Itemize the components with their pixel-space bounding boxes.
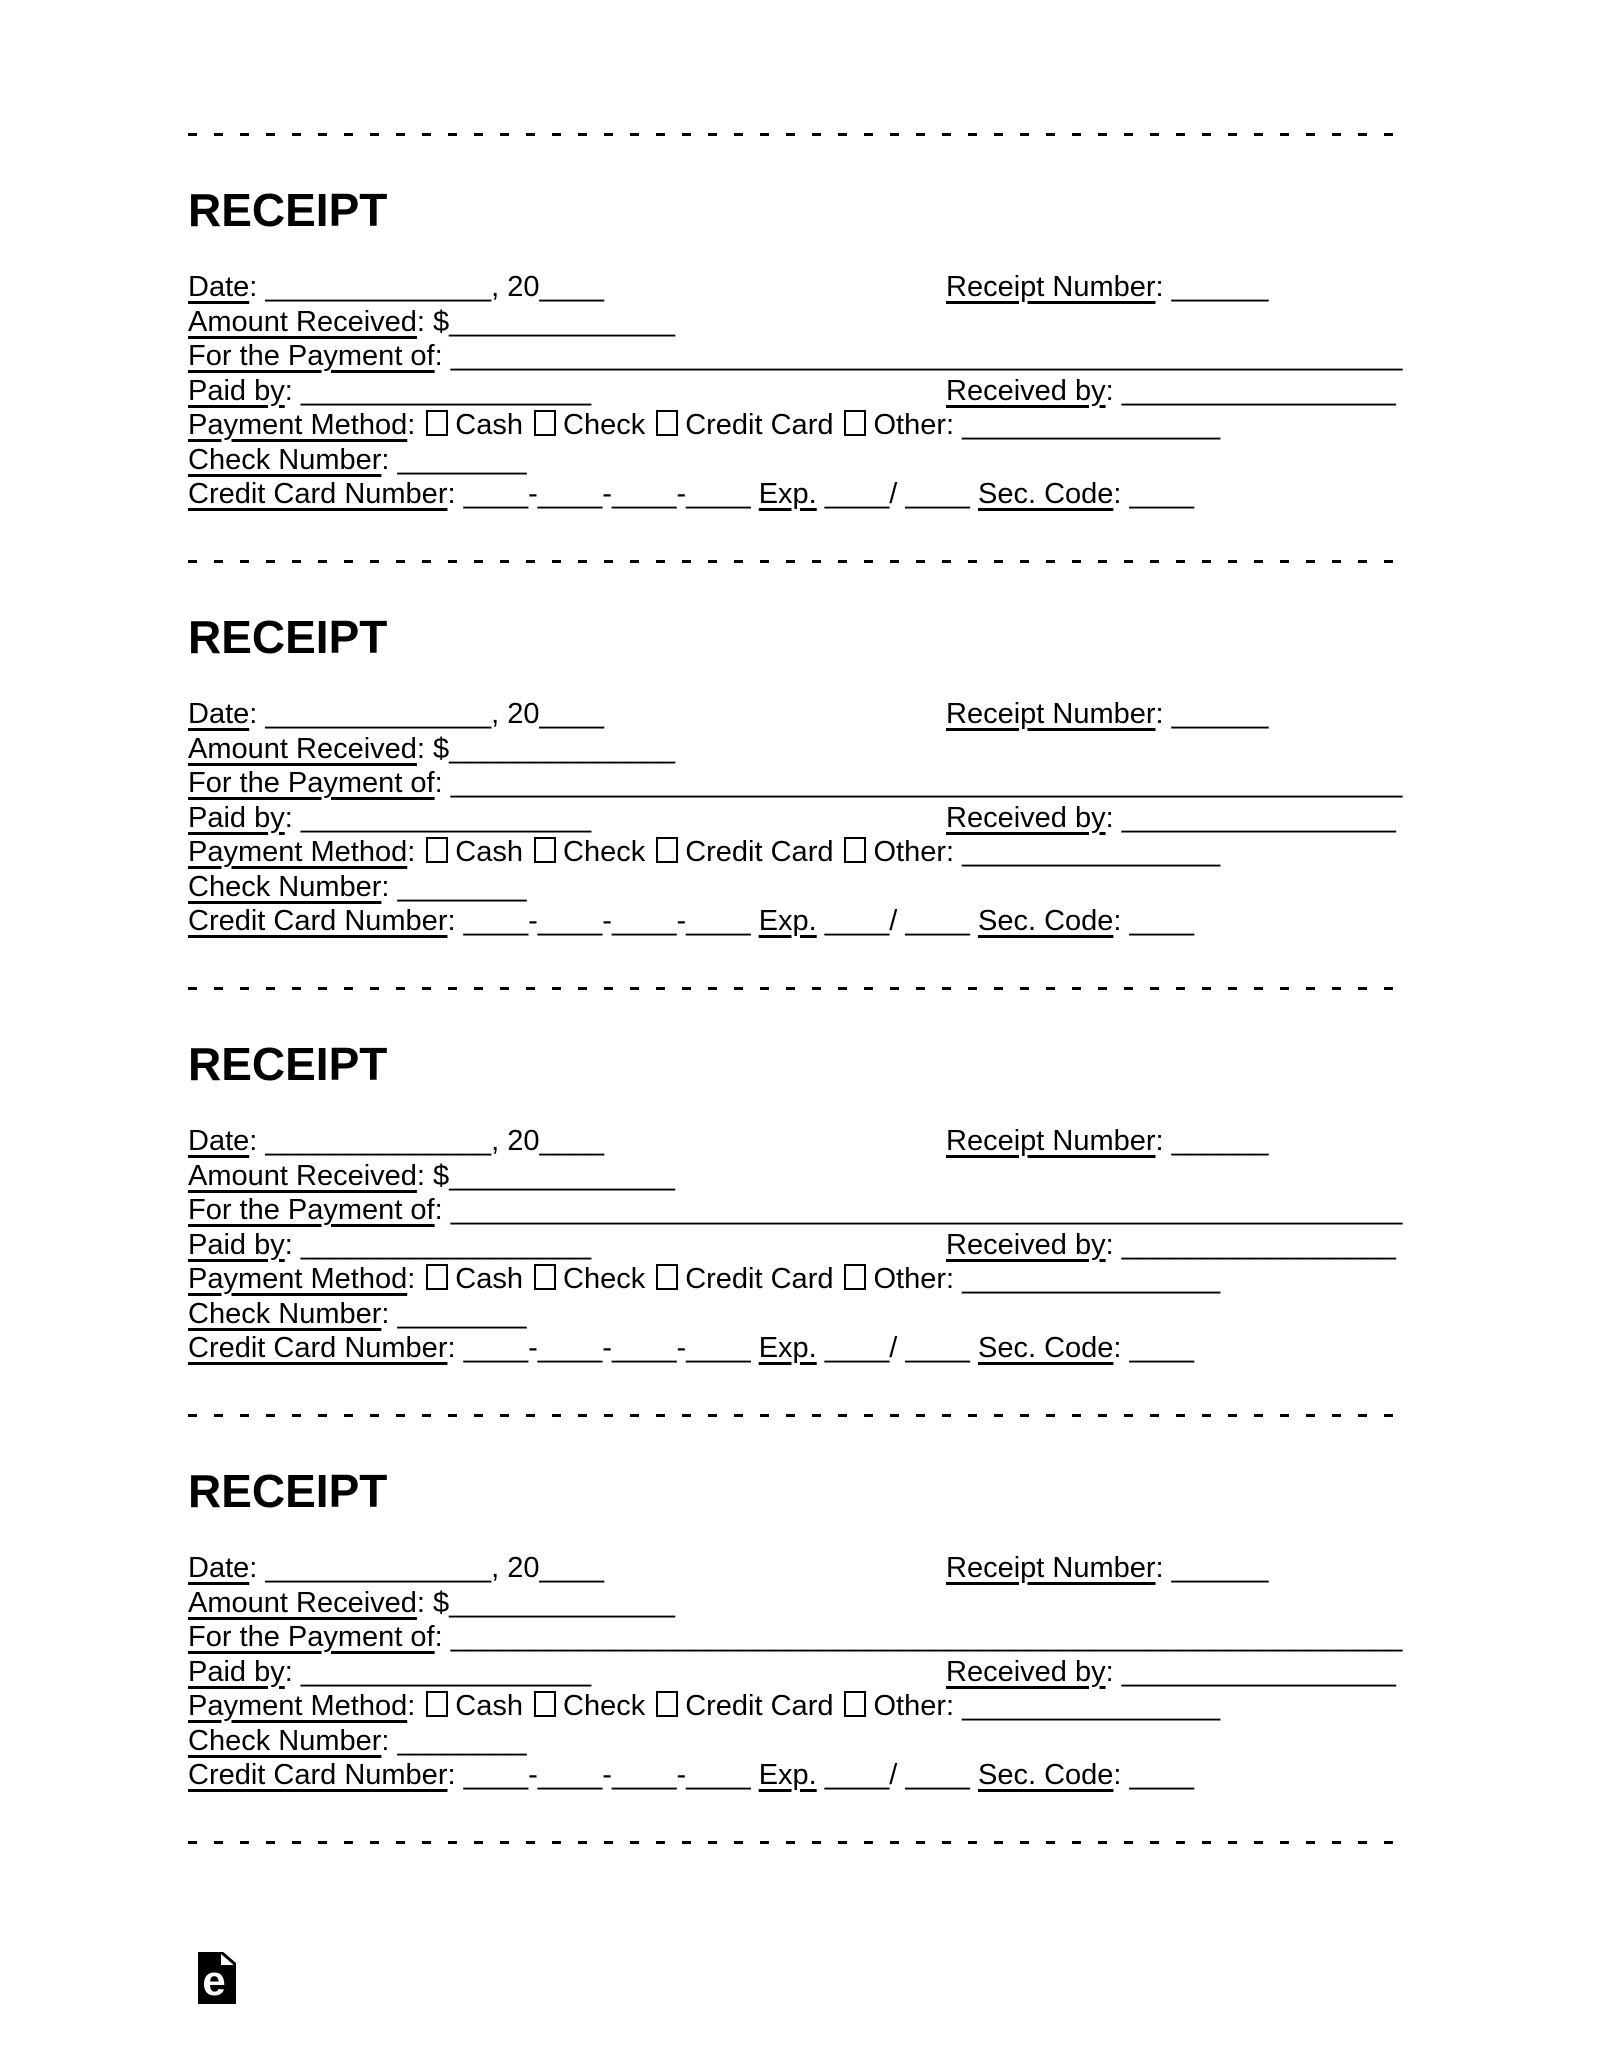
paid-by-blank: : __________________ — [284, 1228, 592, 1261]
check-number-blank: : ________ — [381, 1297, 527, 1330]
paid-by-row — [188, 374, 1400, 409]
credit-card-checkbox[interactable] — [656, 1264, 678, 1290]
date-blank: : ______________, 20____ — [249, 271, 605, 303]
exp-blank: ____/ ____ — [816, 478, 978, 510]
payment-method-row — [188, 408, 1400, 443]
for-payment-of-blank: : ___________________________________________________________ — [434, 1621, 1403, 1653]
other-checkbox[interactable] — [844, 410, 866, 436]
check-number-row — [188, 1297, 1400, 1332]
receipt-number-field — [946, 1551, 1268, 1586]
date-label: Date — [188, 271, 250, 303]
exp-blank: ____/ ____ — [816, 905, 978, 937]
credit-card-checkbox[interactable] — [656, 1691, 678, 1717]
check-number-label: Check Number — [188, 1297, 382, 1330]
date-blank: : ______________, 20____ — [249, 698, 605, 730]
received-by-label: Received by — [946, 1655, 1106, 1688]
date-label: Date — [188, 698, 250, 730]
credit-card-option-label: Credit Card — [685, 836, 834, 868]
cash-checkbox[interactable] — [426, 1691, 448, 1717]
receipt-title: RECEIPT — [188, 1038, 388, 1090]
amount-received-blank: : $______________ — [416, 305, 675, 338]
payment-method-row — [188, 1689, 1400, 1724]
credit-card-checkbox[interactable] — [656, 837, 678, 863]
check-number-blank: : ________ — [381, 443, 527, 476]
for-payment-of-label: For the Payment of — [188, 1194, 435, 1226]
received-by-blank: : _________________ — [1105, 801, 1396, 834]
other-option-blank: Other: ________________ — [873, 1690, 1221, 1722]
for-payment-of-row — [188, 1193, 1403, 1228]
eforms-logo — [198, 1952, 236, 2004]
credit-card-checkbox[interactable] — [656, 410, 678, 436]
check-number-label: Check Number — [188, 870, 382, 903]
credit-card-number-row — [188, 904, 1400, 939]
cash-checkbox[interactable] — [426, 1264, 448, 1290]
paid-by-blank: : __________________ — [284, 374, 592, 407]
received-by-blank: : _________________ — [1105, 374, 1396, 407]
payment-method-colon: : — [407, 1690, 416, 1722]
payment-method-row — [188, 1262, 1400, 1297]
receipt-block — [188, 988, 1403, 1415]
check-number-row — [188, 1724, 1400, 1759]
other-option-blank: Other: ________________ — [873, 836, 1221, 868]
sec-code-label: Sec. Code — [977, 1332, 1114, 1364]
receipt-title: RECEIPT — [188, 1465, 388, 1517]
for-payment-of-row — [188, 1620, 1403, 1655]
for-payment-of-label: For the Payment of — [188, 1621, 435, 1653]
payment-method-colon: : — [407, 836, 416, 868]
cash-option-label: Cash — [455, 1690, 523, 1722]
amount-received-row — [188, 305, 1400, 340]
received-by-label: Received by — [946, 1228, 1106, 1261]
credit-card-number-blank: : ____-____-____-____ — [447, 905, 759, 937]
check-checkbox[interactable] — [534, 410, 556, 436]
check-option-label: Check — [563, 1690, 646, 1722]
paid-by-label: Paid by — [188, 1228, 285, 1261]
receipt-number-blank: : ______ — [1155, 1125, 1269, 1157]
credit-card-number-label: Credit Card Number — [188, 1332, 448, 1364]
other-option-blank: Other: ________________ — [873, 409, 1221, 441]
receipt-fields — [188, 1551, 1403, 1793]
receipt-number-blank: : ______ — [1155, 1552, 1269, 1584]
other-checkbox[interactable] — [844, 1264, 866, 1290]
check-option-label: Check — [563, 836, 646, 868]
receipt-number-label: Receipt Number — [946, 1552, 1156, 1584]
payment-method-label: Payment Method — [188, 1690, 408, 1722]
exp-blank: ____/ ____ — [816, 1332, 978, 1364]
receipt-number-blank: : ______ — [1155, 271, 1269, 303]
amount-received-label: Amount Received — [188, 1159, 417, 1192]
receipt-block — [188, 561, 1403, 988]
amount-received-label: Amount Received — [188, 1586, 417, 1619]
receipt-number-field — [946, 697, 1268, 732]
sec-code-blank: : ____ — [1113, 478, 1195, 510]
for-payment-of-label: For the Payment of — [188, 767, 435, 799]
check-checkbox[interactable] — [534, 837, 556, 863]
cash-option-label: Cash — [455, 1263, 523, 1295]
receipt-fields — [188, 1124, 1403, 1366]
amount-received-blank: : $______________ — [416, 732, 675, 765]
other-checkbox[interactable] — [844, 837, 866, 863]
receipt-title: RECEIPT — [188, 611, 388, 663]
date-label: Date — [188, 1125, 250, 1157]
exp-label: Exp. — [758, 1759, 817, 1791]
paid-by-row — [188, 1228, 1400, 1263]
payment-method-row — [188, 835, 1400, 870]
amount-received-label: Amount Received — [188, 305, 417, 338]
eforms-logo-letter: e — [202, 1957, 226, 2004]
eforms-logo-icon — [198, 1952, 236, 2004]
exp-label: Exp. — [758, 1332, 817, 1364]
for-payment-of-blank: : ___________________________________________________________ — [434, 340, 1403, 372]
payment-method-colon: : — [407, 1263, 416, 1295]
for-payment-of-row — [188, 766, 1403, 801]
date-label: Date — [188, 1552, 250, 1584]
sec-code-label: Sec. Code — [977, 478, 1114, 510]
receipt-number-blank: : ______ — [1155, 698, 1269, 730]
cash-checkbox[interactable] — [426, 837, 448, 863]
credit-card-number-label: Credit Card Number — [188, 905, 448, 937]
check-option-label: Check — [563, 1263, 646, 1295]
cash-option-label: Cash — [455, 409, 523, 441]
other-option-blank: Other: ________________ — [873, 1263, 1221, 1295]
paid-by-row — [188, 1655, 1400, 1690]
other-checkbox[interactable] — [844, 1691, 866, 1717]
date-row — [188, 1124, 1400, 1159]
paid-by-label: Paid by — [188, 374, 285, 407]
sec-code-blank: : ____ — [1113, 1332, 1195, 1364]
date-row — [188, 1551, 1400, 1586]
payment-method-label: Payment Method — [188, 409, 408, 441]
amount-received-blank: : $______________ — [416, 1159, 675, 1192]
amount-received-label: Amount Received — [188, 732, 417, 765]
receipt-number-field — [946, 1124, 1268, 1159]
check-checkbox[interactable] — [534, 1691, 556, 1717]
credit-card-number-row — [188, 1331, 1400, 1366]
received-by-label: Received by — [946, 374, 1106, 407]
payment-method-label: Payment Method — [188, 1263, 408, 1295]
amount-received-row — [188, 1586, 1400, 1621]
for-payment-of-row — [188, 339, 1403, 374]
credit-card-number-row — [188, 477, 1400, 512]
receipt-number-label: Receipt Number — [946, 271, 1156, 303]
paid-by-blank: : __________________ — [284, 801, 592, 834]
date-row — [188, 270, 1400, 305]
date-row — [188, 697, 1400, 732]
credit-card-number-row — [188, 1758, 1400, 1793]
sec-code-blank: : ____ — [1113, 1759, 1195, 1791]
receipt-block — [188, 134, 1403, 561]
exp-label: Exp. — [758, 905, 817, 937]
received-by-field — [946, 1228, 1396, 1263]
exp-label: Exp. — [758, 478, 817, 510]
check-number-row — [188, 443, 1400, 478]
credit-card-number-label: Credit Card Number — [188, 478, 448, 510]
amount-received-blank: : $______________ — [416, 1586, 675, 1619]
received-by-blank: : _________________ — [1105, 1228, 1396, 1261]
receipt-fields — [188, 697, 1403, 939]
check-number-blank: : ________ — [381, 1724, 527, 1757]
receipt-number-label: Receipt Number — [946, 1125, 1156, 1157]
credit-card-option-label: Credit Card — [685, 409, 834, 441]
credit-card-option-label: Credit Card — [685, 1690, 834, 1722]
receipt-block — [188, 1415, 1403, 1842]
sec-code-label: Sec. Code — [977, 1759, 1114, 1791]
credit-card-number-label: Credit Card Number — [188, 1759, 448, 1791]
paid-by-label: Paid by — [188, 1655, 285, 1688]
receipt-title: RECEIPT — [188, 184, 388, 236]
amount-received-row — [188, 732, 1400, 767]
received-by-field — [946, 374, 1396, 409]
payment-method-colon: : — [407, 409, 416, 441]
received-by-field — [946, 801, 1396, 836]
sec-code-blank: : ____ — [1113, 905, 1195, 937]
receipt-fields — [188, 270, 1403, 512]
received-by-blank: : _________________ — [1105, 1655, 1396, 1688]
cash-checkbox[interactable] — [426, 410, 448, 436]
check-option-label: Check — [563, 409, 646, 441]
date-blank: : ______________, 20____ — [249, 1552, 605, 1584]
paid-by-row — [188, 801, 1400, 836]
sec-code-label: Sec. Code — [977, 905, 1114, 937]
for-payment-of-blank: : ___________________________________________________________ — [434, 767, 1403, 799]
for-payment-of-label: For the Payment of — [188, 340, 435, 372]
exp-blank: ____/ ____ — [816, 1759, 978, 1791]
credit-card-number-blank: : ____-____-____-____ — [447, 1759, 759, 1791]
credit-card-number-blank: : ____-____-____-____ — [447, 1332, 759, 1364]
receipt-number-field — [946, 270, 1268, 305]
date-blank: : ______________, 20____ — [249, 1125, 605, 1157]
receipt-number-label: Receipt Number — [946, 698, 1156, 730]
check-checkbox[interactable] — [534, 1264, 556, 1290]
amount-received-row — [188, 1159, 1400, 1194]
for-payment-of-blank: : ___________________________________________________________ — [434, 1194, 1403, 1226]
credit-card-number-blank: : ____-____-____-____ — [447, 478, 759, 510]
check-number-label: Check Number — [188, 443, 382, 476]
check-number-label: Check Number — [188, 1724, 382, 1757]
received-by-field — [946, 1655, 1396, 1690]
received-by-label: Received by — [946, 801, 1106, 834]
payment-method-label: Payment Method — [188, 836, 408, 868]
paid-by-blank: : __________________ — [284, 1655, 592, 1688]
credit-card-option-label: Credit Card — [685, 1263, 834, 1295]
check-number-row — [188, 870, 1400, 905]
paid-by-label: Paid by — [188, 801, 285, 834]
check-number-blank: : ________ — [381, 870, 527, 903]
cash-option-label: Cash — [455, 836, 523, 868]
